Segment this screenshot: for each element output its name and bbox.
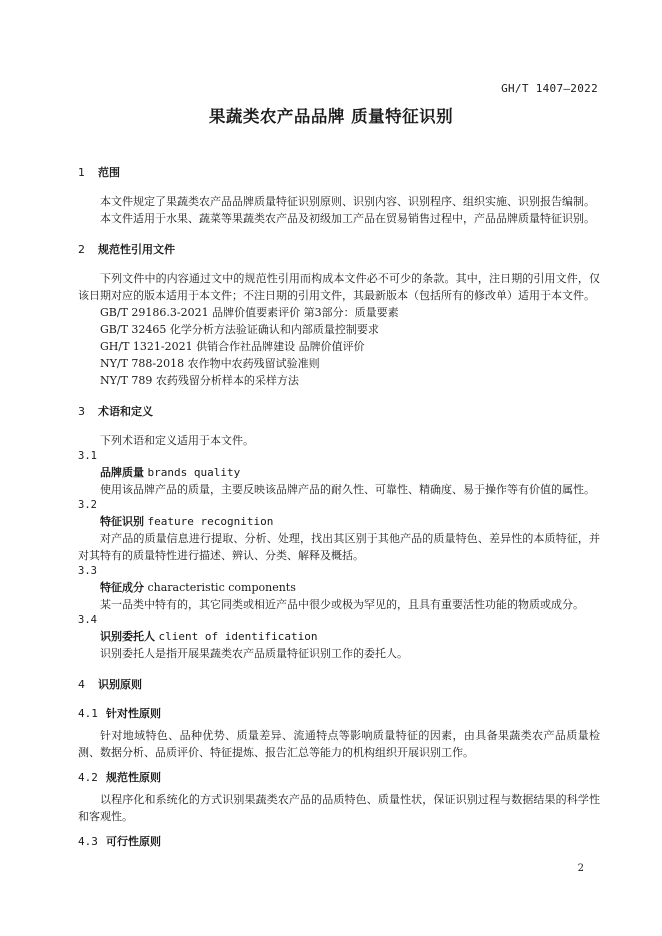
section-heading-terms [78,403,600,420]
document-body [78,150,600,855]
document-title: 果蔬类农产品品牌 质量特征识别 [208,107,454,126]
term-number: 3.1 [78,450,97,462]
section-heading-principles [78,676,600,693]
paragraph: 以程序化和系统化的方式识别果蔬类农产品的品质特色、质量性状，保证识别过程与数据结果的科学性和客观性。 [78,793,600,823]
term-number: 3.2 [78,499,97,511]
subsection-heading [78,705,600,722]
term-name-zh: 品牌质量 [100,466,144,479]
section-title: 识别原则 [98,678,142,691]
term-number: 3.4 [78,614,97,626]
term-name-en: feature recognition [147,515,274,528]
term-name-zh: 识别委托人 [100,630,155,643]
term-definition: 识别委托人是指开展果蔬类农产品质量特征识别工作的委托人。 [100,647,408,660]
term-name-en: brands quality [147,466,241,479]
subsection-title: 针对性原则 [106,707,161,720]
reference-item: GB/T 32465 化学分析方法验证确认和内部质量控制要求 [100,323,379,336]
term-name [78,513,600,530]
term-definition: 对产品的质量信息进行提取、分析、处理，找出其区别于其他产品的质量特色、差异性的本质特征，并对其特有的质量特性进行描述、辨认、分类、解释及概括。 [78,532,600,562]
term-number: 3.3 [78,565,97,577]
term-name [78,579,600,596]
subsection-title: 规范性原则 [106,771,161,784]
paragraph: 本文件适用于水果、蔬菜等果蔬类农产品及初级加工产品在贸易销售过程中，产品品牌质量特征识别。 [100,212,595,225]
section-number: 4 [78,678,85,691]
section-number: 1 [78,166,85,179]
subsection-title: 可行性原则 [106,835,161,848]
paragraph: 下列文件中的内容通过文中的规范性引用而构成本文件必不可少的条款。其中，注日期的引用文件，仅该日期对应的版本适用于本文件；不注日期的引用文件，其最新版本（包括所有的修改单）适用于本文件。 [78,272,600,302]
term-name-zh: 特征成分 [100,581,144,594]
term-name-en: client of identification [158,630,318,643]
paragraph: 针对地域特色、品种优势、质量差异、流通特点等影响质量特征的因素，由具备果蔬类农产品质量检测、数据分析、品质评价、特征提炼、报告汇总等能力的机构组织开展识别工作。 [78,729,600,759]
term-name [78,464,600,481]
paragraph: 下列术语和定义适用于本文件。 [100,434,254,447]
term-definition: 使用该品牌产品的质量，主要反映该品牌产品的耐久性、可靠性、精确度、易于操作等有价值的属性。 [100,483,595,496]
subsection-number: 4.3 [78,835,98,848]
section-title: 范围 [98,166,120,179]
term-name-en: characteristic components [147,581,296,594]
section-heading-normative-references [78,241,600,258]
section-heading-scope [78,164,600,181]
page-number: 2 [577,863,584,874]
reference-item: GB/T 29186.3-2021 品牌价值要素评价 第3部分：质量要素 [100,306,399,319]
section-number: 2 [78,243,85,256]
reference-item: NY/T 788-2018 农作物中农药残留试验准则 [100,357,320,370]
term-definition: 某一品类中特有的，其它同类或相近产品中很少或极为罕见的，且具有重要活性功能的物质或成分。 [100,598,584,611]
section-number: 3 [78,405,85,418]
term-name [78,628,600,645]
standard-code: GH/T 1407—2022 [501,82,598,95]
subsection-number: 4.2 [78,771,98,784]
subsection-number: 4.1 [78,707,98,720]
reference-item: NY/T 789 农药残留分析样本的采样方法 [100,374,299,387]
subsection-heading [78,833,600,850]
term-name-zh: 特征识别 [100,515,144,528]
reference-item: GH/T 1321-2021 供销合作社品牌建设 品牌价值评价 [100,340,365,353]
paragraph: 本文件规定了果蔬类农产品品牌质量特征识别原则、识别内容、识别程序、组织实施、识别报告编制。 [100,195,595,208]
subsection-heading [78,769,600,786]
section-title: 规范性引用文件 [98,243,175,256]
section-title: 术语和定义 [98,405,153,418]
